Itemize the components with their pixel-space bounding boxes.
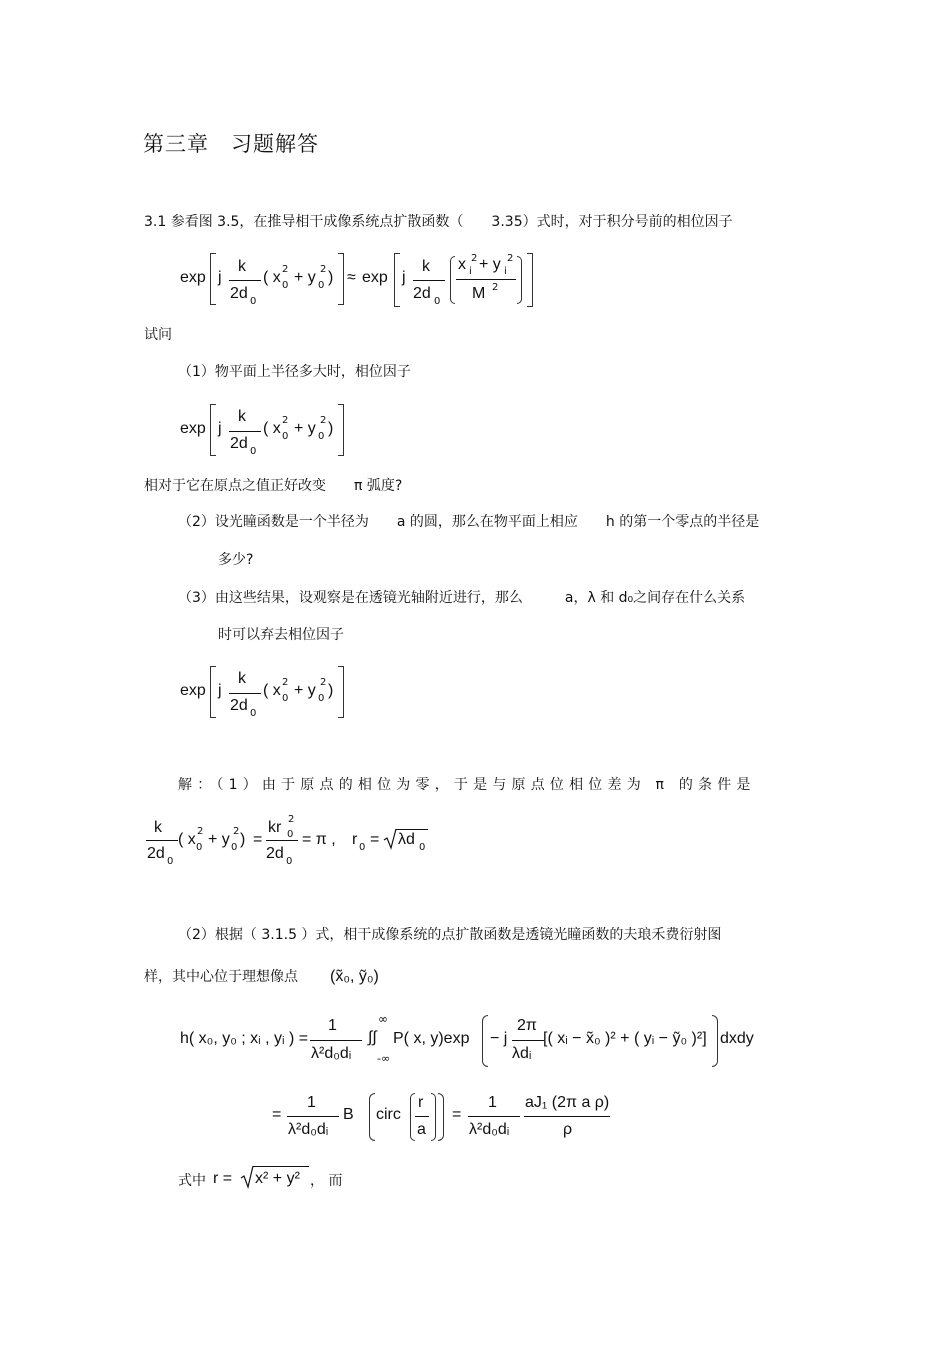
sup-2: 2 — [492, 282, 499, 293]
sub-0: 0 — [282, 693, 289, 704]
fraction-bar — [512, 1040, 544, 1041]
sup-2: 2 — [282, 415, 289, 426]
sub-0: 0 — [282, 431, 289, 442]
denominator-2d: 2d — [230, 435, 248, 452]
sub-0: 0 — [250, 446, 257, 457]
denominator-2d: 2d — [413, 285, 431, 302]
fraction-bar — [413, 280, 445, 281]
dxdy: dxdy — [720, 1030, 754, 1047]
denominator-2d: 2d — [147, 845, 165, 862]
left-bracket — [210, 666, 216, 718]
denominator-2d: 2d — [266, 845, 284, 862]
question-3-line1: （3）由这些结果，设观察是在透镜光轴附近进行，那么 a，λ 和 d₀之间存在什么关系 — [178, 590, 746, 606]
denominator-2d: 2d — [230, 697, 248, 714]
sub-0: 0 — [231, 842, 238, 853]
paren-x0: ( x — [263, 682, 281, 699]
fraction-bar — [456, 279, 516, 280]
minus-j: − j — [490, 1030, 508, 1047]
fraction-bar — [266, 840, 298, 841]
left-bracket — [210, 404, 216, 456]
exp-label: exp — [362, 269, 388, 286]
close-paren: ) — [328, 682, 334, 699]
right-bracket — [527, 253, 533, 307]
sup-2: 2 — [282, 677, 289, 688]
aJ1-numerator: aJ₁ (2π a ρ) — [525, 1094, 610, 1111]
sub-i: i — [504, 266, 507, 277]
exp-label: exp — [180, 269, 206, 286]
ideal-image-point: (x̃₀, ỹ₀) — [330, 968, 379, 985]
and-label: ， 而 — [310, 1173, 343, 1189]
solution-1-intro: 解：（1）由于原点的相位为零，于是与原点位相位差为 π 的条件是 — [178, 777, 756, 793]
close-paren: ) — [328, 420, 334, 437]
solution-2-line1: （2）根据（ 3.1.5 ）式，相干成像系统的点扩散函数是透镜光瞳函数的夫琅禾费衍射图 — [178, 927, 722, 943]
left-paren-big — [410, 1093, 415, 1141]
sup-2: 2 — [233, 826, 240, 837]
lambda-d0-di: λ²d₀dᵢ — [469, 1121, 510, 1138]
left-brace — [482, 1015, 488, 1067]
paren-x0: ( x — [263, 269, 281, 286]
question-1: （1）物平面上半径多大时，相位因子 — [178, 364, 411, 380]
sqrt-bar — [253, 1166, 309, 1167]
denominator-2d: 2d — [230, 285, 248, 302]
k-numerator: k — [238, 670, 246, 687]
close-paren: ) — [240, 831, 246, 848]
ask-label: 试问 — [144, 327, 172, 343]
sub-0: 0 — [318, 431, 325, 442]
close-paren: ) — [328, 269, 334, 286]
sub-0: 0 — [359, 842, 366, 853]
plus-y: + y — [294, 420, 316, 437]
r-equals: r = — [213, 1170, 233, 1187]
equals-sign: = — [370, 831, 380, 848]
fraction-bar — [468, 1116, 520, 1117]
plus-y: + y — [294, 269, 316, 286]
sub-0: 0 — [287, 829, 294, 840]
kr-numerator: kr — [268, 819, 282, 836]
equals-sign: = — [272, 1106, 282, 1123]
sup-2: 2 — [320, 677, 327, 688]
k-numerator: k — [238, 258, 246, 275]
fraction-bar — [229, 693, 261, 694]
j-label: j — [218, 420, 222, 437]
k-numerator: k — [422, 258, 430, 275]
integral-sign: ∫∫ — [368, 1029, 377, 1046]
a-denominator: a — [417, 1121, 426, 1138]
sup-2: 2 — [320, 415, 327, 426]
two-pi: 2π — [517, 1017, 537, 1034]
one-numerator: 1 — [307, 1094, 316, 1111]
problem-intro: 3.1 参看图 3.5，在推导相干成像系统点扩散函数（ 3.35）式时，对于积分号前的相位因子 — [144, 214, 733, 230]
fraction-bar — [146, 840, 178, 841]
circ-func: circ — [376, 1106, 401, 1123]
question-3-line2: 时可以弃去相位因子 — [218, 627, 344, 643]
solution-2-line2: 样，其中心位于理想像点 — [144, 969, 298, 985]
equals-sign: = — [452, 1106, 462, 1123]
equals-sign: = — [253, 831, 263, 848]
plus-y: + y — [294, 682, 316, 699]
sub-0: 0 — [282, 280, 289, 291]
k-numerator: k — [154, 819, 162, 836]
j-label: j — [402, 269, 406, 286]
sub-0: 0 — [419, 842, 426, 853]
inf-upper: ∞ — [378, 1012, 388, 1026]
sqrt-content: x² + y² — [255, 1170, 300, 1187]
left-paren-big — [450, 256, 455, 304]
paren-x0: ( x — [178, 831, 196, 848]
sup-2: 2 — [320, 264, 327, 275]
one-numerator: 1 — [328, 1017, 337, 1034]
plus-y: + y — [208, 831, 230, 848]
sub-0: 0 — [250, 708, 257, 719]
sub-0: 0 — [196, 842, 203, 853]
right-paren-big — [517, 256, 522, 304]
chapter-title: 第三章 习题解答 — [143, 132, 319, 156]
sub-0: 0 — [434, 296, 441, 307]
right-brace — [712, 1015, 718, 1067]
question-2-line2: 多少? — [218, 552, 254, 568]
sup-2: 2 — [197, 826, 204, 837]
sub-0: 0 — [167, 856, 174, 867]
paren-x0: ( x — [263, 420, 281, 437]
sub-0: 0 — [250, 296, 257, 307]
P-exp: P( x, y)exp — [393, 1030, 470, 1047]
fraction-bar — [310, 1040, 362, 1041]
fraction-bar — [524, 1116, 610, 1117]
left-bracket — [394, 253, 400, 307]
one-numerator: 1 — [488, 1094, 497, 1111]
sup-2: 2 — [507, 253, 514, 264]
question-2-line1: （2）设光瞳函数是一个半径为 a 的圆，那么在物平面上相应 h 的第一个零点的半径是 — [178, 514, 760, 530]
sup-2: 2 — [288, 814, 295, 825]
k-numerator: k — [238, 408, 246, 425]
right-brace — [438, 1093, 444, 1141]
sup-2: 2 — [471, 253, 478, 264]
lambda-d0-di: λ²d₀dᵢ — [288, 1121, 329, 1138]
fraction-bar — [229, 280, 261, 281]
inf-lower: -∞ — [377, 1052, 391, 1065]
fraction-bar — [287, 1116, 339, 1117]
equals-pi: = π , — [302, 831, 336, 848]
lambda-d0-di: λ²d₀dᵢ — [311, 1045, 352, 1062]
left-bracket — [210, 253, 216, 305]
right-bracket — [338, 404, 344, 456]
j-label: j — [218, 682, 222, 699]
right-bracket — [338, 666, 344, 718]
fraction-bar — [415, 1116, 429, 1117]
r-numerator: r — [418, 1094, 424, 1111]
sub-0: 0 — [318, 280, 325, 291]
sqrt-icon — [240, 1165, 254, 1189]
xi-label: x — [458, 256, 466, 273]
bracket-content: [( xᵢ − x̃₀ )² + ( yᵢ − ỹ₀ )²] — [543, 1030, 707, 1047]
M-label: M — [472, 285, 486, 302]
question-1-tail: 相对于它在原点之值正好改变 π 弧度? — [144, 478, 403, 494]
sub-i: i — [469, 266, 472, 277]
sub-0: 0 — [286, 856, 293, 867]
left-brace — [369, 1093, 375, 1141]
j-label: j — [218, 269, 222, 286]
sqrt-bar — [396, 829, 428, 830]
fraction-bar — [229, 431, 261, 432]
right-paren-big — [431, 1093, 436, 1141]
lambda-d0: λd — [398, 831, 415, 848]
rho-denominator: ρ — [563, 1121, 573, 1138]
approx-sign: ≈ — [347, 269, 356, 286]
sub-0: 0 — [318, 693, 325, 704]
sqrt-icon — [383, 828, 397, 850]
lambda-di: λdᵢ — [512, 1045, 532, 1062]
sup-2: 2 — [282, 264, 289, 275]
plus-y: + y — [479, 256, 501, 273]
where-label: 式中 — [178, 1173, 206, 1189]
right-bracket — [338, 253, 344, 305]
exp-label: exp — [180, 420, 206, 437]
r0-label: r — [352, 831, 358, 848]
B-operator: B — [343, 1106, 354, 1123]
exp-label: exp — [180, 682, 206, 699]
h-lhs: h( x₀, y₀ ; xᵢ , yᵢ ) = — [180, 1030, 309, 1047]
